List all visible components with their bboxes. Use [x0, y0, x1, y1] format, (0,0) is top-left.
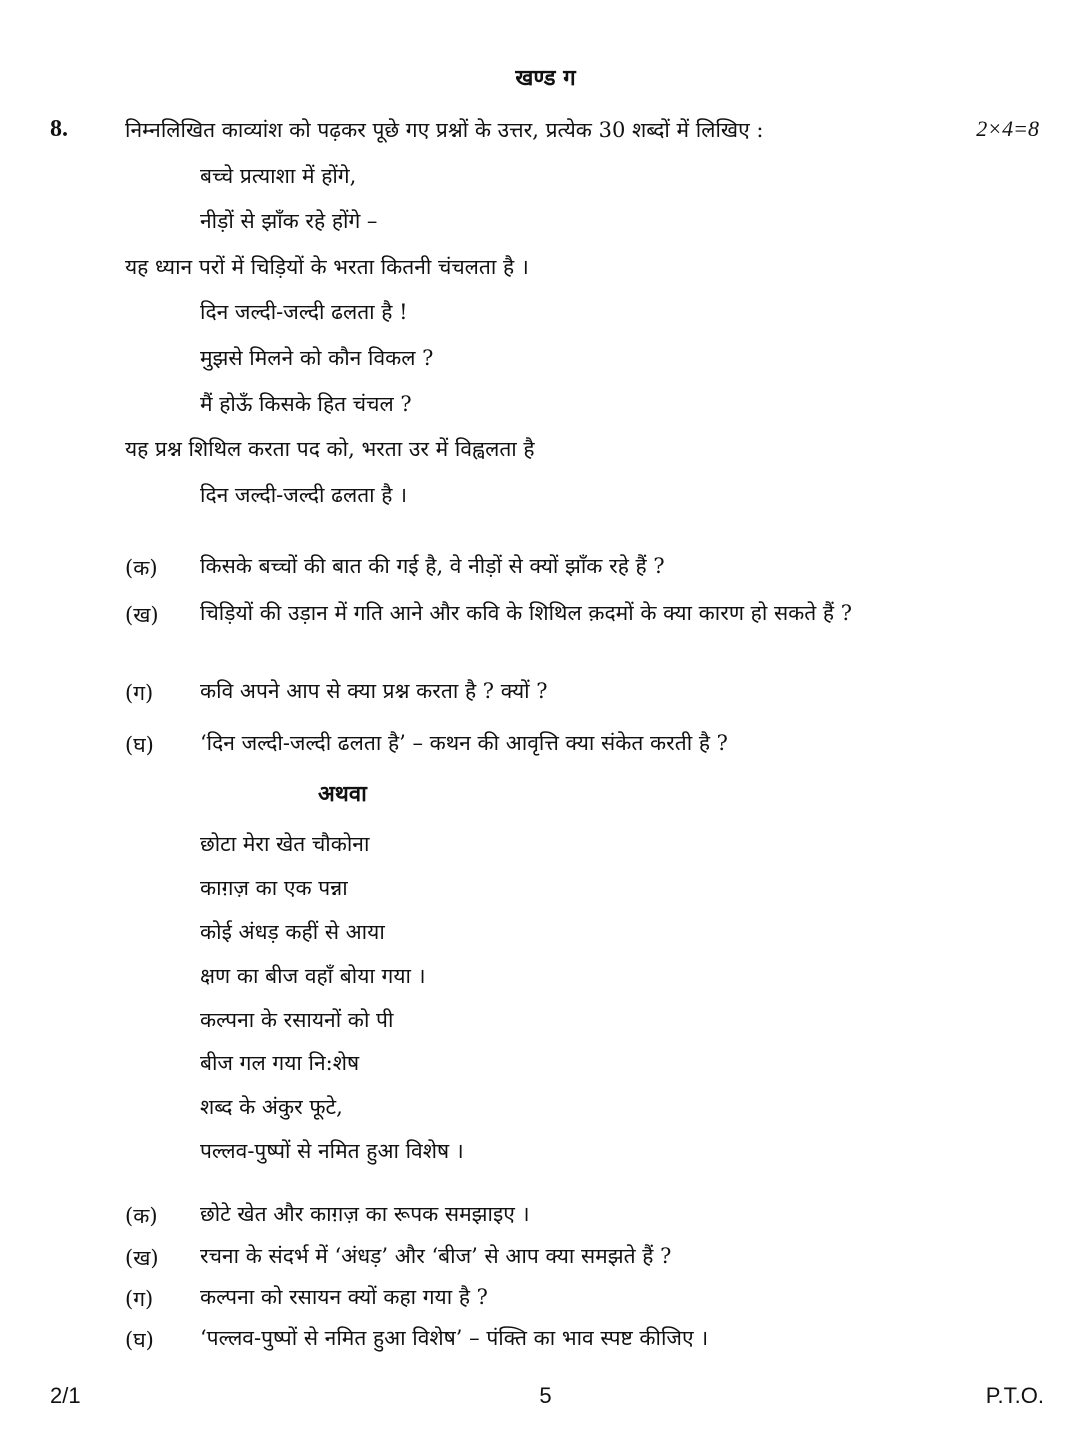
subquestion-text: किसके बच्चों की बात की गई है, वे नीड़ों से क्यों झाँक रहे हैं ? [200, 554, 665, 578]
question-instruction: निम्नलिखित काव्यांश को पढ़कर पूछे गए प्रश्नों के उत्तर, प्रत्येक 30 शब्दों में लिखिए : [125, 118, 764, 142]
poem2-line: कल्पना के रसायनों को पी [200, 1008, 394, 1032]
question-marks: 2×4=8 [976, 116, 1039, 141]
subquestion-label: (क) [125, 556, 158, 580]
poem2-line: शब्द के अंकुर फूटे, [200, 1095, 343, 1119]
poem1-line: बच्चे प्रत्याशा में होंगे, [200, 164, 357, 188]
subquestion-text: ‘पल्लव-पुष्पों से नमित हुआ विशेष’ – पंक्ति का भाव स्पष्ट कीजिए । [200, 1326, 709, 1350]
subquestion-label: (घ) [125, 733, 154, 757]
pto-label: P.T.O. [985, 1383, 1044, 1408]
poem1-line: नीड़ों से झाँक रहे होंगे – [200, 209, 378, 233]
poem2-line: पल्लव-पुष्पों से नमित हुआ विशेष । [200, 1139, 464, 1163]
subquestion-text: चिड़ियों की उड़ान में गति आने और कवि के शिथिल क़दमों के क्या कारण हो सकते हैं ? [200, 601, 853, 625]
subquestion-label: (ग) [125, 681, 154, 705]
poem1-line: दिन जल्दी-जल्दी ढलता है । [200, 483, 408, 507]
poem1-line: दिन जल्दी-जल्दी ढलता है ! [200, 300, 408, 324]
poem1-line: यह प्रश्न शिथिल करता पद को, भरता उर में विह्वलता है [125, 437, 535, 461]
subquestion-label: (ग) [125, 1287, 154, 1311]
poem2-line: कोई अंधड़ कहीं से आया [200, 920, 385, 944]
subquestion-label: (घ) [125, 1328, 154, 1352]
section-title: खण्ड ग [515, 65, 576, 91]
athava-heading: अथवा [318, 781, 367, 807]
poem1-line: मैं होऊँ किसके हित चंचल ? [200, 392, 412, 416]
subquestion-text: कल्पना को रसायन क्यों कहा गया है ? [200, 1285, 488, 1309]
poem2-line: छोटा मेरा खेत चौकोना [200, 832, 370, 856]
subquestion-text: ‘दिन जल्दी-जल्दी ढलता है’ – कथन की आवृत्ति क्या संकेत करती है ? [200, 731, 728, 755]
subquestion-label: (ख) [125, 603, 159, 627]
poem2-line: क्षण का बीज वहाँ बोया गया । [200, 964, 426, 988]
question-number: 8. [50, 116, 68, 142]
subquestion-text: कवि अपने आप से क्या प्रश्न करता है ? क्यों ? [200, 679, 548, 703]
paper-code: 2/1 [50, 1383, 81, 1408]
poem1-line: यह ध्यान परों में चिड़ियों के भरता कितनी चंचलता है । [125, 255, 529, 279]
poem2-line: काग़ज़ का एक पन्ना [200, 876, 348, 900]
page-number: 5 [539, 1383, 552, 1408]
poem1-line: मुझसे मिलने को कौन विकल ? [200, 346, 434, 370]
subquestion-label: (क) [125, 1204, 158, 1228]
subquestion-text: रचना के संदर्भ में ‘अंधड़’ और ‘बीज’ से आप क्या समझते हैं ? [200, 1244, 672, 1268]
poem2-line: बीज गल गया नि:शेष [200, 1051, 360, 1075]
subquestion-text: छोटे खेत और काग़ज़ का रूपक समझाइए । [200, 1202, 530, 1226]
subquestion-label: (ख) [125, 1246, 159, 1270]
